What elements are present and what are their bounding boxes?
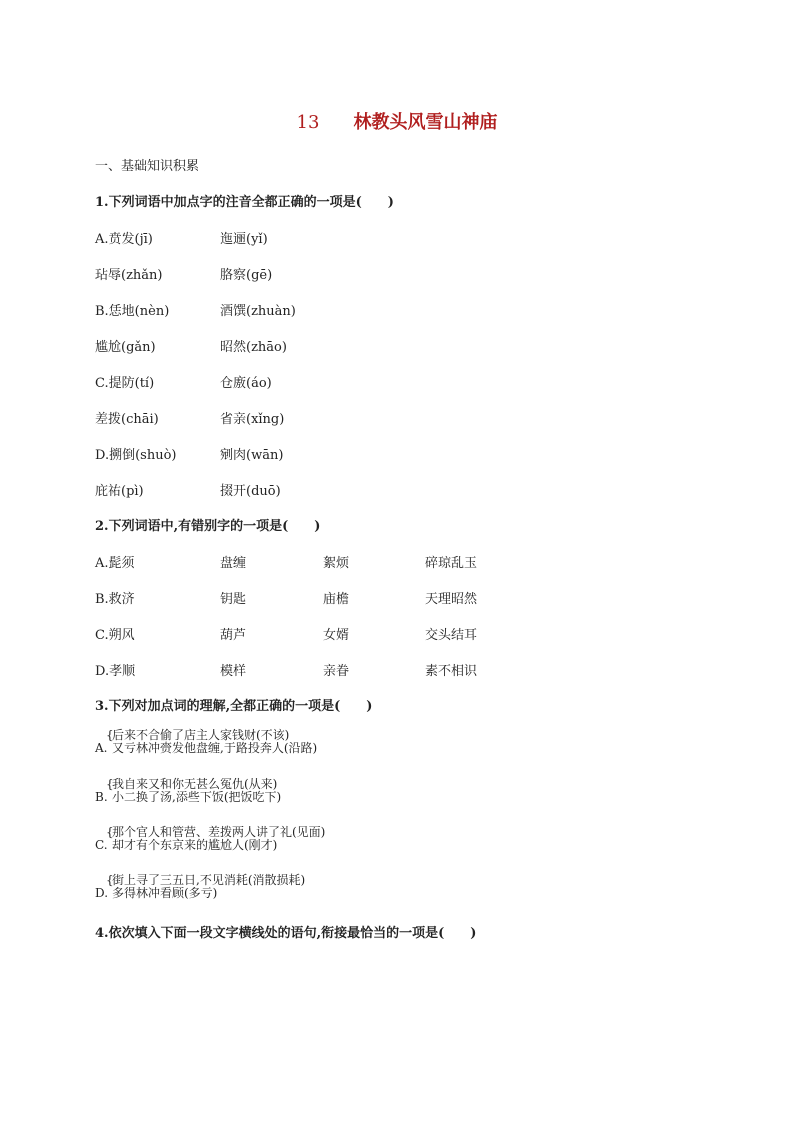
page-title (0, 108, 794, 134)
q1-cell: 昭然(zhāo) (220, 340, 287, 355)
q1-cell: D.搠倒(shuò) (95, 448, 177, 463)
q2-cell: 盘缠 (220, 556, 247, 571)
q2-cell: 天理昭然 (425, 592, 478, 607)
option-letter: C. (95, 838, 108, 852)
q2-cell: C.朔风 (95, 628, 135, 643)
option-letter: A. (95, 741, 108, 755)
question-4-stem: 4.依次填入下面一段文字横线处的语句,衔接最恰当的一项是( ) (95, 926, 477, 941)
q1-cell: 掇开(duō) (220, 484, 281, 499)
q1-cell: 仓廒(áo) (220, 376, 272, 391)
question-3-stem: 3.下列对加点词的理解,全都正确的一项是( ) (95, 699, 373, 714)
q1-cell: B.恁地(nèn) (95, 304, 170, 319)
option-line-1: 街上寻了三五日,不见消耗(消散损耗) (112, 873, 306, 887)
option-line-2: 多得林冲看顾(多亏) (112, 886, 218, 900)
q2-cell: 碎琼乱玉 (425, 556, 478, 571)
option-letter: D. (95, 886, 109, 900)
option-line-2: 又亏林冲赍发他盘缠,于路投奔人(沿路) (112, 741, 318, 755)
q1-cell: C.提防(tí) (95, 376, 155, 391)
option-line-1: 后来不合偷了店主人家钱财(不该) (112, 728, 290, 742)
q2-cell: 素不相识 (425, 664, 478, 679)
section-heading: 一、基础知识积累 (95, 159, 200, 174)
q1-cell: 省亲(xǐng) (220, 412, 285, 427)
q1-cell: A.贲发(jī) (95, 232, 153, 247)
q1-cell: 酒馔(zhuàn) (220, 304, 296, 319)
q1-cell: 差拨(chāi) (95, 412, 159, 427)
q2-cell: 女婿 (323, 628, 350, 643)
q1-cell: 尴尬(gǎn) (95, 340, 156, 355)
q2-cell: 交头结耳 (425, 628, 478, 643)
q2-cell: 亲眷 (323, 664, 350, 679)
option-line-2: 却才有个东京来的尴尬人(刚才) (112, 838, 278, 852)
lesson-number: 13 (296, 112, 320, 133)
q2-cell: 絮烦 (323, 556, 350, 571)
q2-cell: 庙檐 (323, 592, 350, 607)
q1-cell: 剜肉(wān) (220, 448, 284, 463)
option-line-1: 我自来又和你无甚么冤仇(从来) (112, 777, 278, 791)
lesson-title: 林教头风雪山神庙 (353, 112, 498, 133)
question-1-stem: 1.下列词语中加点字的注音全都正确的一项是( ) (95, 195, 394, 210)
brace-icon: { (106, 777, 114, 791)
brace-icon: { (106, 825, 114, 839)
brace-icon: { (106, 728, 114, 742)
q1-cell: 庇祐(pì) (95, 484, 144, 499)
q1-cell: 迤逦(yǐ) (220, 232, 268, 247)
question-2-stem: 2.下列词语中,有错别字的一项是( ) (95, 519, 321, 534)
option-line-1: 那个官人和管营、差拨两人讲了礼(见面) (112, 825, 326, 839)
q1-cell: 玷辱(zhǎn) (95, 268, 163, 283)
q2-cell: 葫芦 (220, 628, 247, 643)
q2-cell: B.救济 (95, 592, 135, 607)
q2-cell: A.髭须 (95, 556, 135, 571)
option-line-2: 小二换了汤,添些下饭(把饭吃下) (112, 790, 282, 804)
option-letter: B. (95, 790, 108, 804)
brace-icon: { (106, 873, 114, 887)
q1-cell: 胳察(gē) (220, 268, 273, 283)
q2-cell: 钥匙 (220, 592, 247, 607)
q2-cell: D.孝顺 (95, 664, 136, 679)
q2-cell: 模样 (220, 664, 247, 679)
